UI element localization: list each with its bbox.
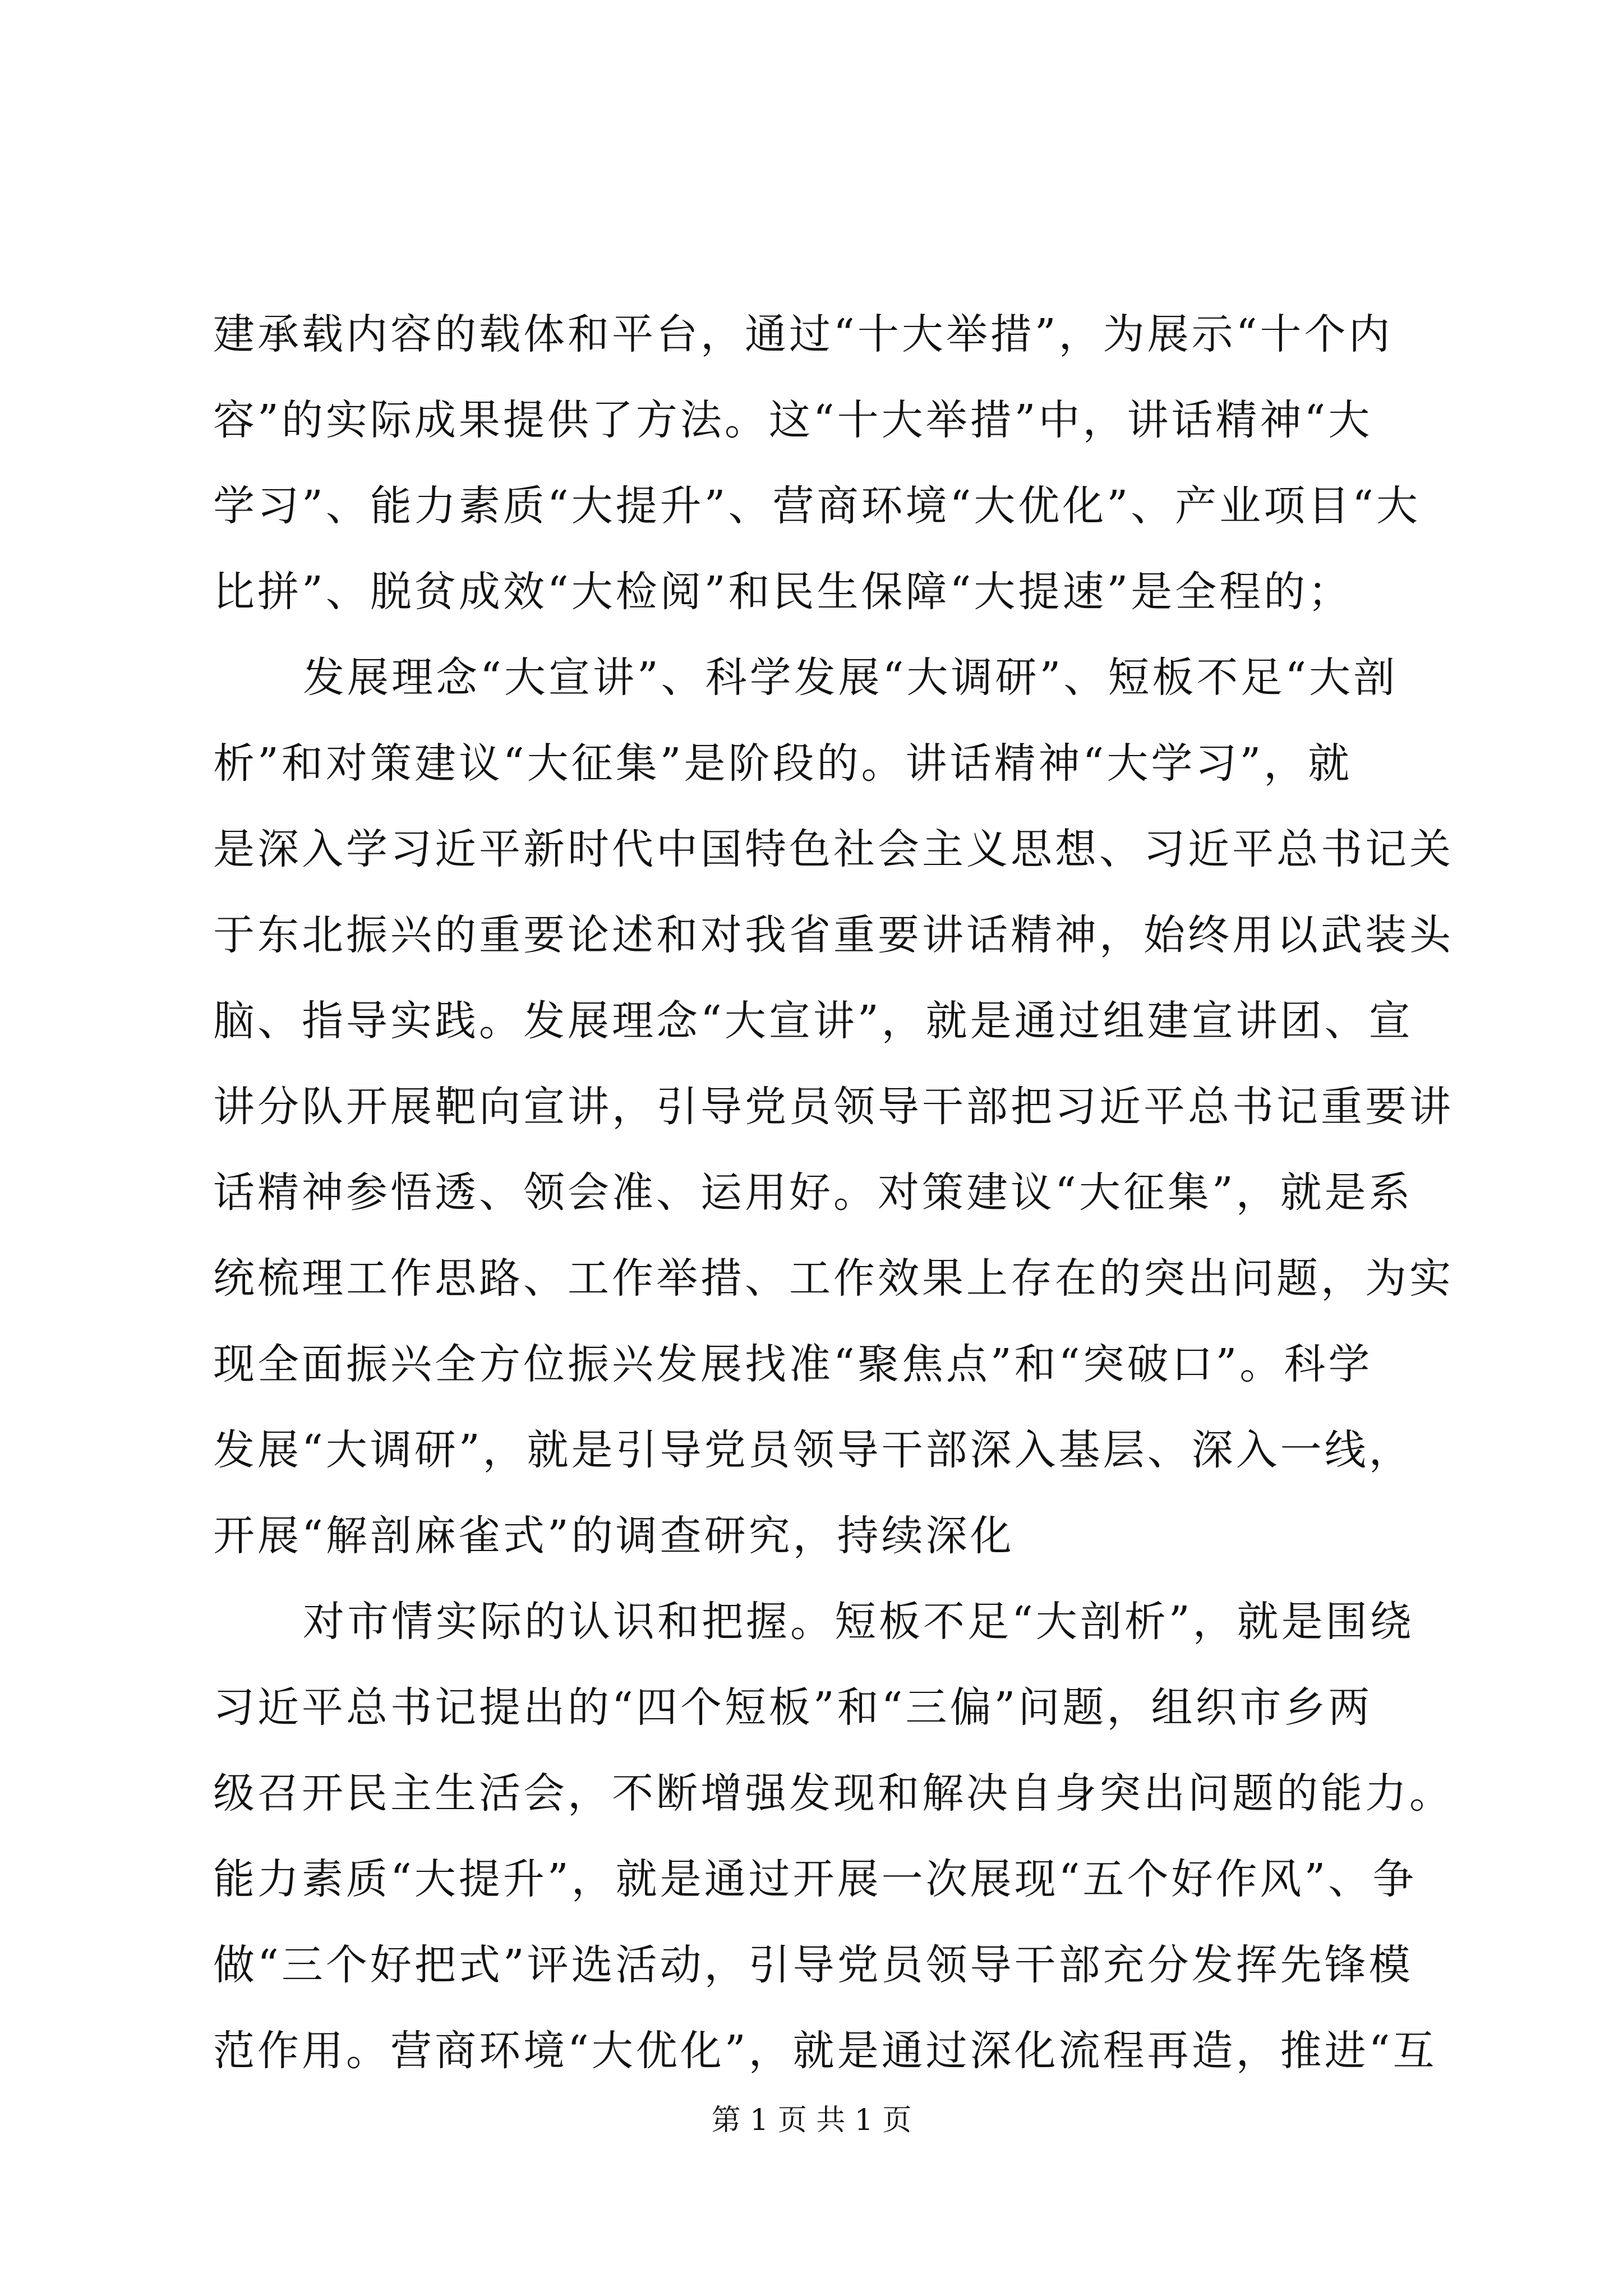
- text-line: 话精神参悟透、领会准、运用好。对策建议“大征集”，就是系: [213, 1168, 1413, 1217]
- text-line: 脑、指导实践。发展理念“大宣讲”，就是通过组建宣讲团、宣: [213, 997, 1413, 1045]
- text-line: 比拼”、脱贫成效“大检阅”和民生保障“大提速”是全程的；: [213, 568, 1353, 616]
- paragraph-first-line: 发展理念“大宣讲”、科学发展“大调研”、短板不足“大剖: [303, 654, 1398, 702]
- text-line: 做“三个好把式”评选活动，引导党员领导干部充分发挥先锋模: [213, 1941, 1413, 1989]
- text-line: 范作用。营商环境“大优化”，就是通过深化流程再造，推进“互: [213, 2027, 1437, 2075]
- text-line: 容”的实际成果提供了方法。这“十大举措”中，讲话精神“大: [213, 396, 1373, 444]
- text-line: 析”和对策建议“大征集”是阶段的。讲话精神“大学习”，就: [213, 739, 1353, 788]
- text-line: 于东北振兴的重要论述和对我省重要讲话精神，始终用以武装头: [213, 911, 1454, 959]
- text-line: 开展“解剖麻雀式”的调查研究，持续深化: [213, 1512, 1015, 1560]
- text-line: 现全面振兴全方位振兴发展找准“聚焦点”和“突破口”。科学: [213, 1340, 1373, 1388]
- text-line: 讲分队开展靶向宣讲，引导党员领导干部把习近平总书记重要讲: [213, 1083, 1454, 1131]
- body-text: [213, 292, 1454, 2094]
- text-line: 建承载内容的载体和平台，通过“十大举措”，为展示“十个内: [213, 310, 1393, 358]
- text-line: 级召开民主生活会，不断增强发现和解决自身突出问题的能力。: [213, 1769, 1454, 1818]
- text-line: 统梳理工作思路、工作举措、工作效果上存在的突出问题，为实: [213, 1254, 1454, 1303]
- text-line: 学习”、能力素质“大提升”、营商环境“大优化”、产业项目“大: [213, 482, 1421, 530]
- text-line: 是深入学习近平新时代中国特色社会主义思想、习近平总书记关: [213, 825, 1454, 873]
- page-number-footer: 第 1 页 共 1 页: [711, 2104, 912, 2137]
- paragraph-first-line: 对市情实际的认识和把握。短板不足“大剖析”，就是围绕: [303, 1598, 1414, 1646]
- text-line: 能力素质“大提升”，就是通过开展一次展现“五个好作风”、争: [213, 1855, 1417, 1903]
- text-line: 习近平总书记提出的“四个短板”和“三偏”问题，组织市乡两: [213, 1683, 1373, 1732]
- text-line: 发展“大调研”，就是引导党员领导干部深入基层、深入一线，: [213, 1426, 1413, 1474]
